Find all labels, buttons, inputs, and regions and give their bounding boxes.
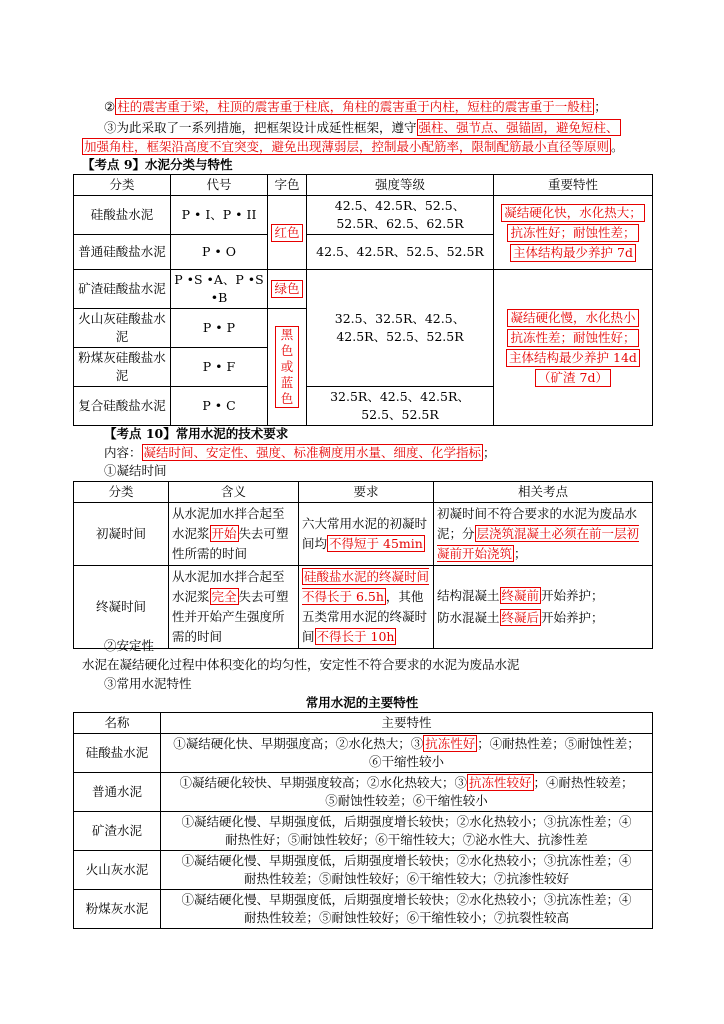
row-code: P • P [171, 309, 268, 348]
color-cell-black [268, 309, 307, 426]
note2-box: 终凝后 [501, 610, 540, 625]
row-grade: 32.5、32.5R、42.5、42.5R、52.5、52.5R [307, 270, 494, 387]
note1-b: 开始养护； [541, 588, 604, 603]
note2-b: 开始养护； [541, 610, 604, 625]
req-a: 六大常用水泥的初凝时间均 [302, 516, 428, 551]
prop-box: 抗冻性好 [425, 736, 476, 751]
col-header-requirement: 要求 [299, 482, 434, 503]
row-meaning [169, 503, 299, 566]
meaning-box: 完全 [211, 589, 237, 604]
row-name: 复合硅酸盐水泥 [74, 387, 171, 426]
feature-a-3: 主体结构最少养护 7d [510, 244, 636, 262]
properties-subheading: ③常用水泥特性 [104, 676, 192, 691]
setting-time-subheading: ①凝结时间 [104, 463, 167, 478]
table-row [74, 851, 653, 890]
color-black-label: 黑色或蓝色 [275, 326, 299, 408]
table-row [74, 503, 653, 566]
intro-line2-boxed: 强柱、强节点、强锚固，避免短柱、 [418, 120, 619, 135]
feature-b-4: （矿渣 7d） [535, 369, 611, 387]
intro-line-3 [82, 138, 652, 155]
row-name: 普通水泥 [74, 773, 161, 812]
col-header-meaning: 含义 [169, 482, 299, 503]
col-header-grade: 强度等级 [307, 175, 494, 196]
row-code: P • O [171, 235, 268, 270]
row-name: 硅酸盐水泥 [74, 734, 161, 773]
kaodian10-heading: 【考点 10】常用水泥的技术要求 [104, 426, 289, 441]
row-name: 普通硅酸盐水泥 [74, 235, 171, 270]
row-properties [161, 851, 653, 890]
col-header-code: 代号 [171, 175, 268, 196]
prop-c: ⑤耐蚀性较差；⑥干缩性较小 [325, 793, 488, 808]
color-red-label: 红色 [271, 224, 302, 242]
table-row [74, 812, 653, 851]
feature-b-3: 主体结构最少养护 14d [506, 349, 640, 367]
row-name: 矿渣硅酸盐水泥 [74, 270, 171, 309]
col-header-category: 分类 [74, 175, 171, 196]
prop-b: ；④耐热性差；⑤耐蚀性差； [477, 736, 640, 751]
req-box-1: 硅酸盐水泥的终凝时间不得长于 6.5h [302, 569, 430, 604]
col-header-related: 相关考点 [434, 482, 653, 503]
prop-c: 耐热性好；⑤耐蚀性较好；⑥干缩性较大；⑦泌水性大、抗渗性差 [225, 832, 588, 847]
note-b: ； [514, 546, 527, 561]
feature-cell-a [494, 196, 653, 270]
row-name: 粉煤灰水泥 [74, 890, 161, 929]
note1-box: 终凝前 [501, 588, 540, 603]
row-name: 火山灰硅酸盐水泥 [74, 309, 171, 348]
content-suffix: ； [483, 445, 496, 460]
col-header-name: 名称 [74, 713, 161, 734]
kaodian10-content-line [104, 444, 674, 461]
intro-line1-prefix: ② [104, 99, 116, 114]
feature-a-1: 凝结硬化快，水化热大； [501, 204, 645, 222]
row-name: 初凝时间 [74, 503, 169, 566]
intro-line2-prefix: ③为此采取了一系列措施，把框架设计成延性框架，遵守 [104, 120, 417, 135]
note-line-2 [437, 607, 649, 629]
intro-line-1 [104, 98, 674, 115]
col-header-color: 字色 [268, 175, 307, 196]
meaning-box: 开始 [211, 526, 237, 541]
row-name: 矿渣水泥 [74, 812, 161, 851]
feature-b-1: 凝结硬化慢，水化热小 [507, 309, 638, 327]
intro-line3-boxed: 加强角柱，框架沿高度不宜突变，避免出现薄弱层，控制最小配筋率，限制配筋最小直径等原则 [84, 139, 610, 154]
table-row [74, 270, 653, 309]
row-code: P • I、P • II [171, 196, 268, 235]
prop-a: ①凝结硬化较快、早期强度较高；②水化热较大；③ [179, 775, 467, 790]
feature-cell-b [494, 270, 653, 426]
prop-c: ⑥干缩性较小 [368, 754, 444, 769]
col-header-properties: 主要特性 [161, 713, 653, 734]
feature-a-2: 抗冻性好；耐蚀性差； [507, 224, 638, 242]
row-related [434, 503, 653, 566]
table-header-row [74, 175, 653, 196]
prop-a: ①凝结硬化慢、早期强度低，后期强度增长较快；②水化热较小；③抗冻性差；④ [181, 853, 632, 868]
prop-b: ；④耐热性较差； [533, 775, 634, 790]
row-name: 硅酸盐水泥 [74, 196, 171, 235]
row-name: 火山灰水泥 [74, 851, 161, 890]
req-box-2: 不得长于 10h [316, 629, 395, 644]
row-requirement [299, 503, 434, 566]
table3-title: 常用水泥的主要特性 [305, 695, 419, 710]
req-box: 不得短于 45min [329, 536, 423, 551]
soundness-text: 水泥在凝结硬化过程中体积变化的均匀性，安定性不符合要求的水泥为废品水泥 [82, 657, 520, 672]
row-grade: 32.5R、42.5、42.5R、52.5、52.5R [307, 387, 494, 426]
note1-a: 结构混凝土 [437, 588, 500, 603]
row-code: P • C [171, 387, 268, 426]
color-cell-green [268, 270, 307, 309]
feature-b-2: 抗冻性差；耐蚀性好； [507, 329, 638, 347]
meaning-b: 失去可塑性并开始产生强度所需的时间 [172, 589, 289, 644]
color-green-label: 绿色 [271, 280, 302, 298]
req-a: ，其他五类常用水泥的终凝时间 [302, 589, 428, 644]
cement-classification-table [73, 174, 653, 426]
intro-line-2 [104, 119, 674, 136]
table-header-row [74, 713, 653, 734]
table-row [74, 890, 653, 929]
content-label: 内容： [104, 445, 142, 460]
row-name: 终凝时间 [74, 566, 169, 649]
row-name: 粉煤灰硅酸盐水泥 [74, 348, 171, 387]
intro-line1-boxed: 柱的震害重于梁，柱顶的震害重于柱底，角柱的震害重于内柱，短柱的震害重于一般柱 [117, 99, 593, 114]
table-row [74, 196, 653, 235]
content-boxed: 凝结时间、安定性、强度、标准稠度用水量、细度、化学指标 [143, 445, 482, 460]
col-header-category: 分类 [74, 482, 169, 503]
table-header-row [74, 482, 653, 503]
row-grade: 42.5、42.5R、52.5、52.5R、62.5、62.5R [307, 196, 494, 235]
note-line-1 [437, 585, 649, 607]
color-cell-red [268, 196, 307, 270]
prop-a: ①凝结硬化慢、早期强度低，后期强度增长较快；②水化热较小；③抗冻性差；④ [181, 892, 632, 907]
note2-a: 防水混凝土 [437, 610, 500, 625]
row-properties [161, 773, 653, 812]
prop-c: 耐热性较差；⑤耐蚀性较好；⑥干缩性较大；⑦抗渗性较好 [243, 871, 569, 886]
row-properties [161, 890, 653, 929]
row-grade: 42.5、42.5R、52.5、52.5R [307, 235, 494, 270]
meaning-a: 从水泥加水拌合起至水泥浆 [172, 569, 285, 604]
prop-a: ①凝结硬化快、早期强度高；②水化热大；③ [173, 736, 424, 751]
row-code: P •S •A、P •S •B [171, 270, 268, 309]
cement-properties-table [73, 712, 653, 929]
table-row [74, 773, 653, 812]
col-header-feature: 重要特性 [494, 175, 653, 196]
meaning-a: 从水泥加水拌合起至水泥浆 [172, 506, 285, 541]
note-a: 初凝时间不符合要求的水泥为废品水泥；分 [437, 506, 638, 541]
meaning-b: 失去可塑性所需的时间 [172, 526, 289, 561]
kaodian9-heading: 【考点 9】水泥分类与特性 [82, 157, 233, 172]
setting-time-table [73, 481, 653, 649]
intro-line1-suffix: ； [594, 99, 607, 114]
prop-c: 耐热性较差；⑤耐蚀性较好；⑥干缩性较小；⑦抗裂性较高 [243, 910, 569, 925]
note-box: 层浇筑混凝土必须在前一层初凝前开始浇筑 [437, 526, 640, 561]
row-properties [161, 812, 653, 851]
table-row [74, 734, 653, 773]
intro-line3-suffix: 。 [611, 139, 624, 154]
prop-box: 抗冻性较好 [468, 775, 532, 790]
row-code: P • F [171, 348, 268, 387]
soundness-subheading: ②安定性 [104, 638, 155, 653]
prop-a: ①凝结硬化慢、早期强度低，后期强度增长较快；②水化热较小；③抗冻性差；④ [181, 814, 632, 829]
row-properties [161, 734, 653, 773]
